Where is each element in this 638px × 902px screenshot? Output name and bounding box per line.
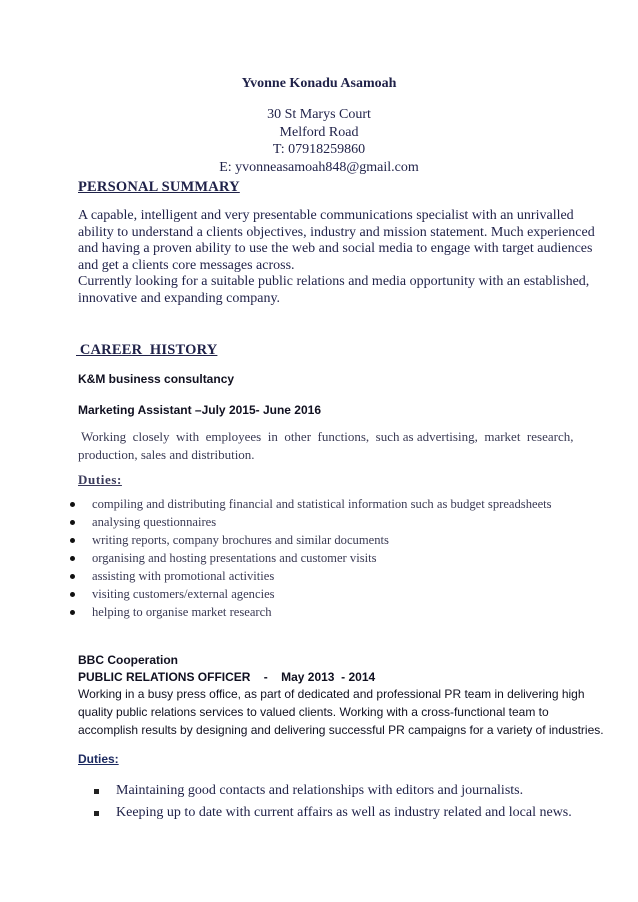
job1-duties-label: Duties: xyxy=(78,472,122,487)
job2-description-line: Working in a busy press office, as part of dedicated and professional PR team in delivering high xyxy=(78,687,585,701)
list-item: assisting with promotional activities xyxy=(66,569,586,587)
bullet-icon xyxy=(70,538,75,543)
summary-line: ability to understand a clients objectives, industry and mission statement. Much experienced xyxy=(78,224,595,240)
square-bullet-icon xyxy=(94,811,99,816)
job1-role: Marketing Assistant –July 2015- June 2016 xyxy=(78,403,321,417)
summary-line: and having a proven ability to use the web and social media to engage with target audiences xyxy=(78,241,593,257)
job2-company: BBC Cooperation xyxy=(78,653,178,667)
job2-duties-list xyxy=(92,783,592,827)
bullet-icon xyxy=(70,592,75,597)
candidate-name: Yvonne Konadu Asamoah xyxy=(241,76,397,91)
job1-company: K&M business consultancy xyxy=(78,372,235,386)
personal-summary-text xyxy=(78,208,595,308)
job1-description-line: production, sales and distribution. xyxy=(78,447,255,462)
square-bullet-icon xyxy=(94,789,99,794)
bullet-icon xyxy=(70,556,75,561)
job2-description-line: quality public relations services to valued clients. Working with a cross-functional team to xyxy=(78,704,549,719)
job2-description-line: accomplish results by designing and delivering successful PR campaigns for a variety of industries. xyxy=(78,722,604,737)
job2-role: PUBLIC RELATIONS OFFICER - May 2013 - 2014 xyxy=(78,670,376,684)
job1-description-line: Working closely with employees in other functions, such as advertising, market research, xyxy=(78,429,574,444)
list-item: Maintaining good contacts and relationships with editors and journalists. xyxy=(92,783,592,805)
summary-line: A capable, intelligent and very presentable communications specialist with an unrivalled xyxy=(78,208,574,223)
summary-line: innovative and expanding company. xyxy=(78,290,281,306)
email-line: E: yvonneasamoah848@gmail.com xyxy=(219,159,419,175)
phone-line: T: 07918259860 xyxy=(272,142,366,157)
summary-line: and get a clients core messages across. xyxy=(78,257,295,273)
list-item: writing reports, company brochures and similar documents xyxy=(66,533,586,551)
bullet-icon xyxy=(70,574,75,579)
list-item: Keeping up to date with current affairs as well as industry related and local news. xyxy=(92,805,592,827)
personal-summary-heading: PERSONAL SUMMARY xyxy=(78,179,240,195)
list-item: helping to organise market research xyxy=(66,605,586,623)
address-line-2: Melford Road xyxy=(279,124,359,140)
job2-duties-label: Duties: xyxy=(78,752,119,766)
job1-description xyxy=(78,428,574,464)
list-item: visiting customers/external agencies xyxy=(66,587,586,605)
list-item: compiling and distributing financial and statistical information such as budget spreadsheets xyxy=(66,497,586,515)
bullet-icon xyxy=(70,502,75,507)
job2-description xyxy=(78,686,604,739)
address-line-1: 30 St Marys Court xyxy=(267,107,371,122)
contact-block xyxy=(0,106,638,176)
bullet-icon xyxy=(70,520,75,525)
job1-duties-list xyxy=(66,497,586,623)
summary-line: Currently looking for a suitable public relations and media opportunity with an established, xyxy=(78,274,590,290)
list-item: analysing questionnaires xyxy=(66,515,586,533)
list-item: organising and hosting presentations and customer visits xyxy=(66,551,586,569)
bullet-icon xyxy=(70,610,75,615)
career-history-heading: CAREER HISTORY xyxy=(76,342,218,358)
